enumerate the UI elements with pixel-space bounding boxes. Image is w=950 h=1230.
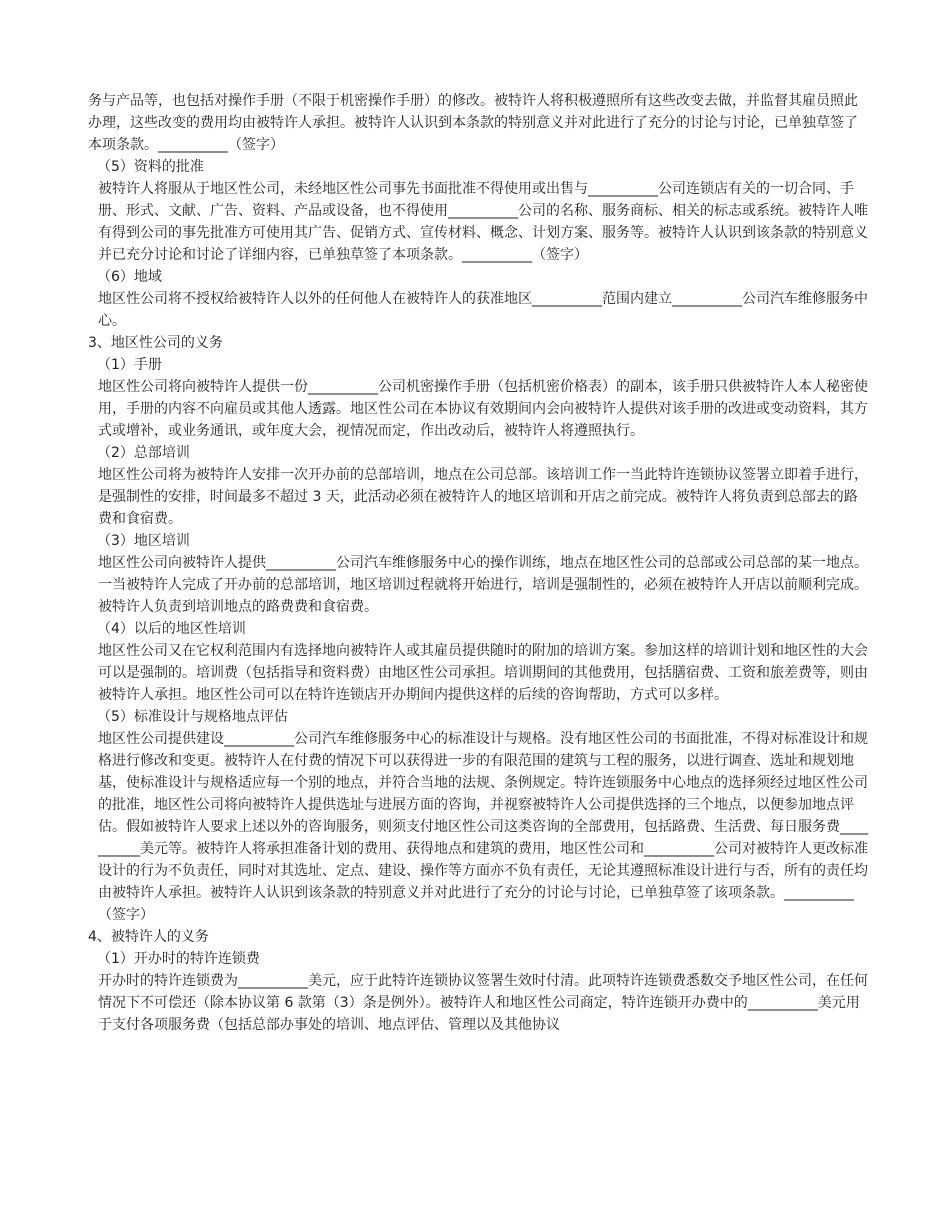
paragraph-body: 务与产品等，也包括对操作手册（不限于机密操作手册）的修改。被特许人将积极遵照所有这些改变去做，并监督其雇员照此办理，这些改变的费用均由被特许人承担。被特许人认识到本条款的特别意义并对此进行了充分的讨论与讨论，已单独草签了本项条款。__________（签字） bbox=[88, 93, 858, 153]
section-heading-manual: （1）手册 bbox=[97, 357, 162, 373]
section-heading-opening-fee: （1）开办时的特许连锁费 bbox=[97, 951, 260, 967]
section-heading-standard-design: （5）标准设计与规格地点评估 bbox=[97, 709, 288, 725]
section-heading-territory: （6）地域 bbox=[97, 269, 162, 285]
paragraph-body: 地区性公司将向被特许人提供一份__________公司机密操作手册（包括机密价格表）的副本，该手册只供被特许人本人秘密使用，手册的内容不向雇员或其他人透露。地区性公司在本协议有效期间内会向被特许人提供对该手册的改进或变动资料，其方式或增补，或业务通讯，或年度大会，视情况而定，作出改动后，被特许人将遵照执行。 bbox=[98, 379, 868, 439]
section-heading-franchisee-obligations: 4、被特许人的义务 bbox=[88, 929, 209, 945]
paragraph-body: 开办时的特许连锁费为__________美元，应于此特许连锁协议签署生效时付清。此项特许连锁费悉数交予地区性公司，在任何情况下不可偿还（除本协议第 6 款第（3）条是例外）。被特许人和地区性公司商定，特许连锁开办费中的__________美元用于支付各项服务费（包括总部办事处的培训、地点评估、管理以及其他协议 bbox=[98, 973, 868, 1033]
paragraph-body: 地区性公司将不授权给被特许人以外的任何他人在被特许人的获准地区__________范围内建立__________公司汽车维修服务中心。 bbox=[98, 291, 868, 329]
paragraph-body: 地区性公司提供建设__________公司汽车维修服务中心的标准设计与规格。没有地区性公司的书面批准，不得对标准设计和规格进行修改和变更。被特许人在付费的情况下可以获得进一步的有限范围的建筑与工程的服务，以进行调查、选址和规划地基，使标准设计与规格适应每一个别的地点，并符合当地的法规、条例规定。特许连锁服务中心地点的选择须经过地区性公司的批准，地区性公司将向被特许人提供选址与进展方面的咨询，并视察被特许人公司提供选择的三个地点，以便参加地点评估。假如被特许人要求上述以外的咨询服务，则须支付地区性公司这类咨询的全部费用，包括路费、生活费、每日服务费__________美元等。被特许人将承担准备计划的费用、获得地点和建筑的费用，地区性公司和__________公司对被特许人更改标准设计的行为不负责任，同时对其选址、定点、建设、操作等方面亦不负有责任，无论其遵照标准设计进行与否，所有的责任均由被特许人承担。被特许人认识到该条款的特别意义并对此进行了充分的讨论与讨论，已单独草签了该项条款。__________（签字） bbox=[98, 731, 868, 923]
section-heading-regional-obligations: 3、地区性公司的义务 bbox=[88, 335, 223, 351]
section-heading-regional-training: （3）地区培训 bbox=[97, 533, 190, 549]
section-heading-hq-training: （2）总部培训 bbox=[97, 445, 190, 461]
paragraph-body: 地区性公司将为被特许人安排一次开办前的总部培训，地点在公司总部。该培训工作一当此特许连锁协议签署立即着手进行，是强制性的安排，时间最多不超过 3 天，此活动必须在被特许人的地区培训和开店之前完成。被特许人将负责到总部去的路费和食宿费。 bbox=[98, 467, 868, 527]
section-heading-materials-approval: （5）资料的批准 bbox=[97, 159, 204, 175]
section-heading-later-training: （4）以后的地区性培训 bbox=[97, 621, 246, 637]
paragraph-body: 地区性公司又在它权利范围内有选择地向被特许人或其雇员提供随时的附加的培训方案。参加这样的培训计划和地区性的大会可以是强制的。培训费（包括指导和资料费）由地区性公司承担。培训期间的其他费用，包括膳宿费、工资和旅差费等，则由被特许人承担。地区性公司可以在特许连锁店开办期间内提供这样的后续的咨询帮助，方式可以多样。 bbox=[98, 643, 868, 703]
paragraph-body: 地区性公司向被特许人提供__________公司汽车维修服务中心的操作训练，地点在地区性公司的总部或公司总部的某一地点。一当被特许人完成了开办前的总部培训，地区培训过程就将开始进行，培训是强制性的，必须在被特许人开店以前顺利完成。被特许人负责到培训地点的路费费和食宿费。 bbox=[98, 555, 868, 615]
document-page bbox=[88, 90, 868, 1036]
paragraph-body: 被特许人将服从于地区性公司，未经地区性公司事先书面批准不得使用或出售与__________公司连锁店有关的一切合同、手册、形式、文献、广告、资料、产品或设备，也不得使用__________公司的名称、服务商标、相关的标志或系统。被特许人唯有得到公司的事先批准方可使用其广告、促销方式、宣传材料、概念、计划方案、服务等。被特许人认识到该条款的特别意义并已充分讨论和讨论了详细内容，已单独草签了本项条款。__________（签字） bbox=[98, 181, 868, 263]
